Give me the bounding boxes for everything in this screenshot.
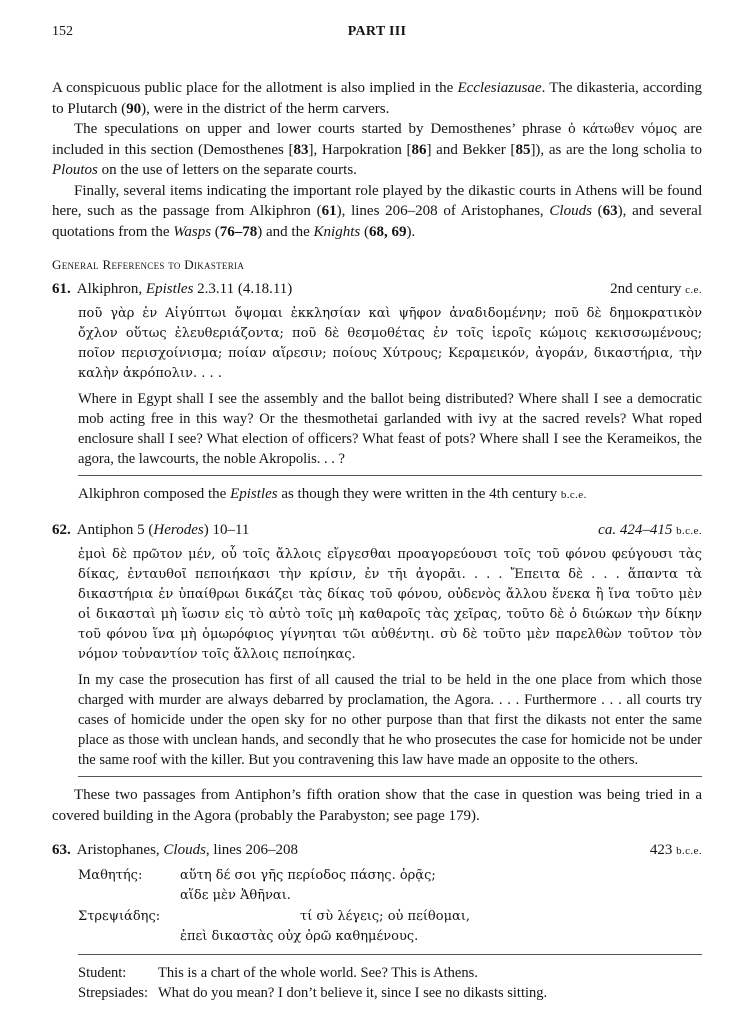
intro-paragraph-3: Finally, several items indicating the important role played by the dikastic courts in Athens will be found here, such as the passage from Alkiphron (61), lines 206–208 of Aristophanes, Clouds (63), and several quotations from the Wasps (76–78) and the Knights (68, 69). — [52, 182, 702, 240]
entry-61-number: 61. — [52, 280, 71, 297]
entry-63-greek-dialogue — [78, 866, 702, 948]
entry-61-note: Alkiphron composed the Epistles as though they were written in the 4th century b.c.e. — [78, 486, 587, 502]
entry-61-date: 2nd century c.e. — [610, 280, 702, 297]
entry-63-translation — [78, 963, 702, 1003]
entry-63-heading: 63. Aristophanes, Clouds, lines 206–208 423 b.c.e. — [52, 840, 702, 862]
dialogue-line: αἵδε μὲν Ἀθῆναι. — [180, 888, 291, 903]
page-header — [52, 24, 702, 44]
entry-62-greek: ἐμοὶ δὲ πρῶτον μέν, οὗ τοῖς ἄλλοις εἴργεσθαι προαγορεύουσι τοῖς τοῦ φόνου φεύγουσι τὰς δίκας, ἐνταυθοῖ πεποιήκασι τὴν κρίσιν, ἐν τῆι ἀγορᾶι. . . . Ἔπειτα δὲ . . . ἅπαντα τὰ δικαστήρια ἐν ὑπαίθρωι δικάζει τὰς δίκας τοῦ φόνου, οὐδενὸς ἄλλου ἕνεκα ἢ ἵνα τοῦτο μὲν οἱ δικασταὶ μὴ ἴωσιν εἰς τὸ αὐτὸ τοῖς μὴ καθαροῖς τὰς χεῖρας, τοῦτο δὲ ὁ διώκων τὴν δίκην τοῦ φόνου ἵνα μὴ ὁμωρόφιος γίγνηται τῶι αὐθέντηι. σὺ δὲ τοῦτο μὲν παρελθὼν τοῦτον τὸν νόμον τοὐναντίον τοῖς ἄλλοις πεποίηκας. — [78, 547, 702, 662]
page-body — [52, 78, 702, 1003]
intro-paragraph-1: A conspicuous public place for the allotment is also implied in the Ecclesiazusae. The dikasteria, according to Plutarch (90), were in the district of the herm carvers. — [52, 80, 702, 117]
dialogue-line: Στρεψιάδης: τί σὺ λέγεις; οὐ πείθομαι, — [78, 908, 471, 924]
running-head: PART III — [347, 24, 407, 39]
entry-61-translation: Where in Egypt shall I see the assembly and the ballot being distributed? Where shall I see a democratic mob acting free in this way? Or the thesmothetai garlanded with ivy at the sacred revels? What roped enclosure shall I see? What election of officers? What feast of pots? Where shall I see the Kerameikos, the agora, the lawcourts, the noble Akropolis. . . ? — [78, 391, 702, 467]
entry-62-date: ca. 424–415 b.c.e. — [598, 521, 702, 538]
entry-61-greek: ποῦ γὰρ ἐν Αἰγύπτωι ὄψομαι ἐκκλησίαν καὶ ψῆφον ἀναδιδομένην; ποῦ δὲ δημοκρατικὸν ὄχλον οὕτως ἐλευθεριάζοντα; ποῦ δὲ θεσμοθέτας ἐν τοῖς ἱεροῖς κώμοις κεκισσωμένους; ποῖον περισχοίνισμα; ποίαν αἵρεσιν; ποίους Χύτρους; Κεραμεικόν, ἀγοράν, δικαστήρια, τὴν καλὴν ἀκρόπολιν. . . . — [78, 306, 702, 381]
divider — [78, 776, 702, 777]
entry-62-block — [78, 545, 702, 770]
dialogue-line: Μαθητής: αὕτη δέ σοι γῆς περίοδος πάσης. ὁρᾷς; — [78, 867, 436, 883]
dialogue-line: Student: This is a chart of the whole world. See? This is Athens. — [78, 964, 478, 981]
entry-63-number: 63. — [52, 842, 71, 858]
entry-62-heading: 62. Antiphon 5 (Herodes) 10–11 ca. 424–415 b.c.e. — [52, 520, 702, 542]
entry-61-block — [78, 304, 702, 469]
paragraph-after-62: These two passages from Antiphon’s fifth oration show that the case in question was being tried in a covered building in the Agora (probably the Parabyston; see page 179). — [52, 787, 702, 824]
divider — [78, 954, 702, 955]
section-heading: General References to Dikasteria — [52, 257, 245, 272]
entry-62-number: 62. — [52, 521, 71, 538]
entry-62-translation: In my case the prosecution has first of all caused the trial to be held in the one place from which those charged with murder are always debarred by proclamation, the Agora. . . . Furthermore . . . all courts try cases of homicide under the open sky for no other purpose than that first the dikasts not enter the same place as those with unclean hands, and secondly that he who prosecutes the case for homicide not be under the same roof with the killer. But you contravening this law have made an opposite to the others. — [78, 672, 702, 768]
dialogue-line: ἐπεὶ δικαστὰς οὐχ ὁρῶ καθημένους. — [180, 929, 419, 944]
dialogue-line: Strepsiades: What do you mean? I don’t believe it, since I see no dikasts sitting. — [78, 984, 548, 1001]
intro-paragraph-2: The speculations on upper and lower courts started by Demosthenes’ phrase ὁ κάτωθεν νόμος are included in this section (Demosthenes [83], Harpokration [86] and Bekker [85]), as are the long scholia to Ploutos on the use of letters on the separate courts. — [52, 121, 702, 178]
entry-63-date: 423 b.c.e. — [649, 842, 702, 858]
page-number: 152 — [52, 24, 73, 39]
divider — [78, 475, 702, 476]
entry-61-heading: 61. Alkiphron, Epistles 2.3.11 (4.18.11) 2nd century c.e. — [52, 279, 702, 301]
